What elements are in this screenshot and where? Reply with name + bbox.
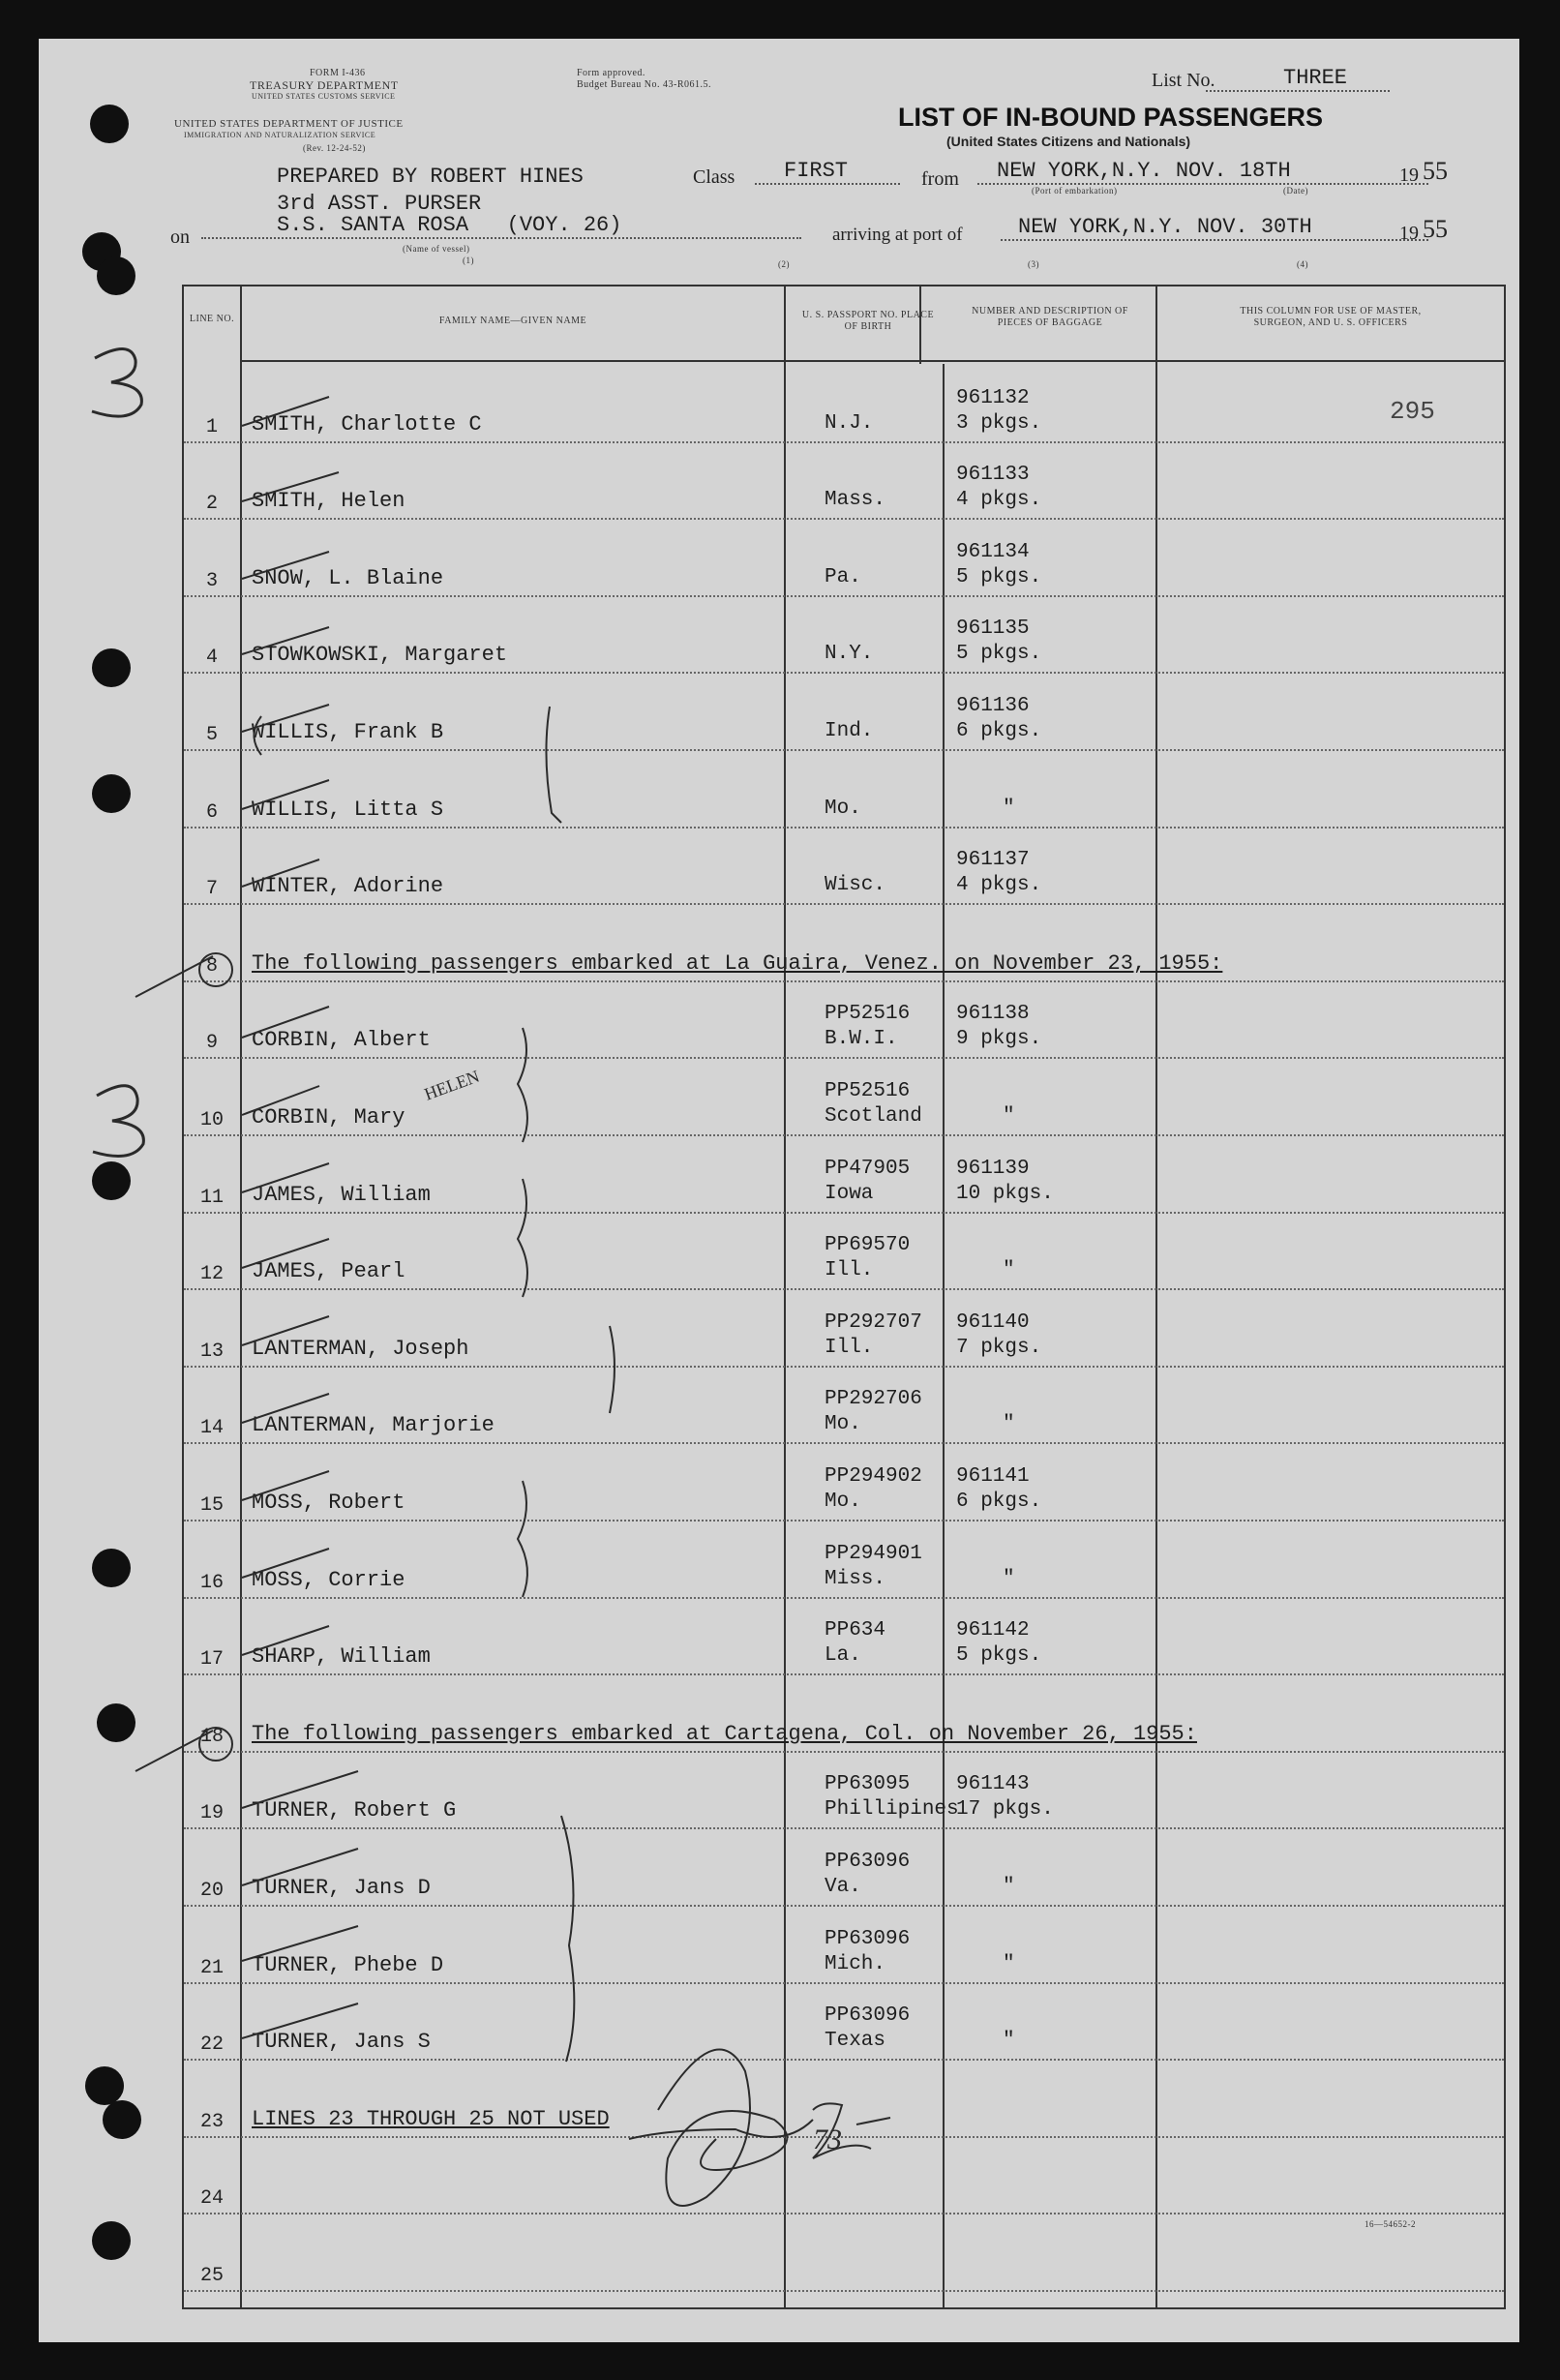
form-number: FORM I-436 <box>310 68 366 78</box>
passport-number: PP63096 <box>825 1927 911 1950</box>
place-of-birth: N.Y. <box>825 643 874 666</box>
baggage-description: 6 pkgs. <box>956 720 1042 742</box>
place-of-birth: Mass. <box>825 489 886 512</box>
line-number: 6 <box>205 800 218 824</box>
passport-number: PP292706 <box>825 1388 922 1411</box>
page-subtitle: (United States Citizens and Nationals) <box>946 134 1191 149</box>
line-number: 4 <box>205 647 218 670</box>
passenger-name: CORBIN, Mary <box>252 1105 405 1130</box>
line-number: 14 <box>199 1417 224 1440</box>
passport-number: PP63096 <box>825 2004 911 2028</box>
page-title: LIST OF IN-BOUND PASSENGERS <box>898 103 1324 132</box>
manifest-page <box>39 39 1519 2342</box>
list-no-label: List No. <box>1152 70 1215 91</box>
passenger-name: SNOW, L. Blaine <box>252 565 444 590</box>
baggage-number: 961138 <box>956 1003 1030 1026</box>
baggage-description: " <box>1003 1413 1015 1436</box>
passenger-name: JAMES, William <box>252 1182 431 1207</box>
section-note: LINES 23 THROUGH 25 NOT USED <box>252 2106 610 2131</box>
passenger-name: STOWKOWSKI, Margaret <box>252 643 508 668</box>
col-header-passport: U. S. PASSPORT NO. PLACE OF BIRTH <box>801 310 935 332</box>
line-number: 9 <box>205 1032 218 1055</box>
list-no-value: THREE <box>1206 66 1390 92</box>
baggage-description: 4 pkgs. <box>956 489 1042 512</box>
dept-justice: UNITED STATES DEPARTMENT OF JUSTICE <box>174 118 404 130</box>
baggage-description: " <box>1003 1567 1015 1590</box>
baggage-number: 961136 <box>956 695 1030 717</box>
passenger-name: TURNER, Jans S <box>252 2030 431 2055</box>
passenger-name: SMITH, Charlotte C <box>252 411 482 437</box>
place-of-birth: Texas <box>825 2030 886 2053</box>
dept-treasury-sub: UNITED STATES CUSTOMS SERVICE <box>252 92 396 101</box>
from-label: from <box>921 168 959 190</box>
passenger-name: WILLIS, Frank B <box>252 720 444 744</box>
passenger-name: MOSS, Robert <box>252 1491 405 1515</box>
class-value: FIRST <box>755 159 900 185</box>
port-caption: (Port of embarkation) <box>1032 186 1118 196</box>
line-number: 19 <box>199 1802 224 1825</box>
line-number: 21 <box>199 1956 224 1979</box>
baggage-number: 961143 <box>956 1773 1030 1796</box>
baggage-number: 961137 <box>956 849 1030 872</box>
line-number: 10 <box>199 1109 224 1131</box>
passport-number: PP294901 <box>825 1542 922 1565</box>
place-of-birth: Ind. <box>825 720 874 742</box>
initials: 73 <box>813 2124 842 2155</box>
place-of-birth: Mo. <box>825 1413 861 1436</box>
baggage-description: " <box>1003 2030 1015 2053</box>
line-number: 16 <box>199 1571 224 1594</box>
col2-caption: (2) <box>778 259 790 269</box>
baggage-number: 961134 <box>956 540 1030 563</box>
section-note: The following passengers embarked at La Guaira, Venez. on November 23, 1955: <box>252 950 1223 976</box>
baggage-description: 5 pkgs. <box>956 565 1042 588</box>
passenger-name: TURNER, Jans D <box>252 1876 431 1900</box>
vessel-name: S.S. SANTA ROSA (VOY. 26) <box>201 213 801 239</box>
class-label: Class <box>693 166 735 188</box>
passport-number: PP52516 <box>825 1080 911 1102</box>
passenger-name: MOSS, Corrie <box>252 1567 405 1592</box>
line-number: 13 <box>199 1340 224 1363</box>
place-of-birth: Pa. <box>825 565 861 588</box>
place-of-birth: Mich. <box>825 1952 886 1975</box>
prepared-by: PREPARED BY ROBERT HINES <box>277 165 584 189</box>
col-header-name: FAMILY NAME—GIVEN NAME <box>438 316 587 326</box>
baggage-description: 6 pkgs. <box>956 1491 1042 1513</box>
passenger-name: JAMES, Pearl <box>252 1259 405 1284</box>
passport-number: PP634 <box>825 1619 886 1642</box>
baggage-description: 17 pkgs. <box>956 1798 1054 1822</box>
baggage-description: " <box>1003 1259 1015 1282</box>
passenger-name: TURNER, Phebe D <box>252 1952 444 1977</box>
place-of-birth: B.W.I. <box>825 1028 898 1051</box>
baggage-description: " <box>1003 1876 1015 1898</box>
baggage-description: 9 pkgs. <box>956 1028 1042 1051</box>
line-number: 8 <box>205 954 218 978</box>
place-of-birth: Phillipines <box>825 1798 959 1822</box>
form-approved: Form approved. <box>577 68 645 78</box>
vessel-caption: (Name of vessel) <box>403 244 470 254</box>
baggage-number: 961133 <box>956 464 1030 487</box>
passenger-name: LANTERMAN, Marjorie <box>252 1413 495 1438</box>
line-number: 25 <box>199 2265 224 2287</box>
baggage-number: 961132 <box>956 386 1030 409</box>
budget-bureau: Budget Bureau No. 43-R061.5. <box>577 79 711 90</box>
line-number: 12 <box>199 1263 224 1286</box>
baggage-description: 7 pkgs. <box>956 1336 1042 1359</box>
place-of-birth: Mo. <box>825 1491 861 1513</box>
passport-number: PP292707 <box>825 1311 922 1334</box>
line-number: 23 <box>199 2110 224 2133</box>
line-number: 3 <box>205 569 218 592</box>
arr-year-prefix: 19 <box>1399 223 1419 244</box>
baggage-description: 5 pkgs. <box>956 1644 1042 1668</box>
baggage-number: 961142 <box>956 1619 1030 1642</box>
line-number: 24 <box>199 2187 224 2211</box>
col-header-officers: THIS COLUMN FOR USE OF MASTER, SURGEON, AND U. S. OFFICERS <box>1240 306 1422 328</box>
baggage-number: 961139 <box>956 1157 1030 1180</box>
line-number: 17 <box>199 1648 224 1672</box>
officer-notation: 295 <box>1390 396 1435 426</box>
prepared-role: 3rd ASST. PURSER <box>277 192 482 216</box>
passport-number: PP63095 <box>825 1773 911 1796</box>
baggage-description: " <box>1003 1952 1015 1975</box>
section-note: The following passengers embarked at Cartagena, Col. on November 26, 1955: <box>252 1721 1197 1746</box>
baggage-description: " <box>1003 797 1015 820</box>
from-year-prefix: 19 <box>1399 165 1419 186</box>
place-of-birth: Scotland <box>825 1105 922 1128</box>
line-number: 22 <box>199 2034 224 2057</box>
place-of-birth: N.J. <box>825 411 874 435</box>
col3-caption: (3) <box>1028 259 1039 269</box>
place-of-birth: Ill. <box>825 1259 874 1282</box>
line-number: 5 <box>205 724 218 746</box>
line-number: 15 <box>199 1494 224 1517</box>
line-number: 1 <box>205 415 218 438</box>
passenger-name: SHARP, William <box>252 1644 431 1670</box>
passenger-name: WINTER, Adorine <box>252 874 444 899</box>
handwriting-overlay-icon <box>39 39 1519 2342</box>
col4-caption: (4) <box>1297 259 1308 269</box>
arriving-label: arriving at port of <box>832 225 963 245</box>
baggage-description: 10 pkgs. <box>956 1182 1054 1205</box>
col-header-baggage: NUMBER AND DESCRIPTION OF PIECES OF BAGGAGE <box>972 306 1128 328</box>
line-number: 7 <box>205 878 218 901</box>
baggage-number: 961135 <box>956 618 1030 641</box>
place-of-birth: Va. <box>825 1876 861 1898</box>
line-number: 20 <box>199 1880 224 1902</box>
passport-number: PP47905 <box>825 1157 911 1180</box>
place-of-birth: Wisc. <box>825 874 886 897</box>
passport-number: PP69570 <box>825 1234 911 1257</box>
baggage-description: " <box>1003 1105 1015 1128</box>
from-value: NEW YORK,N.Y. NOV. 18TH <box>977 159 1428 185</box>
passenger-name: WILLIS, Litta S <box>252 797 444 822</box>
dept-treasury: TREASURY DEPARTMENT <box>250 78 399 92</box>
annotation-helen: HELEN <box>421 1066 483 1104</box>
line-number: 11 <box>199 1186 224 1209</box>
dept-justice-sub: IMMIGRATION AND NATURALIZATION SERVICE <box>184 131 376 139</box>
baggage-number: 961140 <box>956 1311 1030 1334</box>
place-of-birth: Iowa <box>825 1182 874 1205</box>
passenger-name: SMITH, Helen <box>252 489 405 514</box>
date-caption: (Date) <box>1283 186 1308 196</box>
passport-number: PP294902 <box>825 1465 922 1488</box>
print-code: 16—54652-2 <box>1365 2219 1416 2229</box>
passport-number: PP63096 <box>825 1851 911 1873</box>
place-of-birth: La. <box>825 1644 861 1668</box>
from-year: 55 <box>1423 157 1448 185</box>
revision: (Rev. 12-24-52) <box>303 143 366 153</box>
place-of-birth: Mo. <box>825 797 861 820</box>
on-label: on <box>170 226 190 248</box>
col-header-line-no: LINE NO. <box>189 314 235 324</box>
passenger-name: TURNER, Robert G <box>252 1798 457 1823</box>
passport-number: PP52516 <box>825 1003 911 1026</box>
col1-caption: (1) <box>463 256 474 265</box>
place-of-birth: Ill. <box>825 1336 874 1359</box>
passenger-name: CORBIN, Albert <box>252 1028 431 1053</box>
baggage-number: 961141 <box>956 1465 1030 1488</box>
place-of-birth: Miss. <box>825 1567 886 1590</box>
baggage-description: 5 pkgs. <box>956 643 1042 666</box>
line-number: 2 <box>205 493 218 516</box>
line-number: 18 <box>199 1725 224 1748</box>
arriving-value: NEW YORK,N.Y. NOV. 30TH <box>1001 215 1428 241</box>
baggage-description: 4 pkgs. <box>956 874 1042 897</box>
baggage-description: 3 pkgs. <box>956 411 1042 435</box>
arr-year: 55 <box>1423 215 1448 243</box>
passenger-name: LANTERMAN, Joseph <box>252 1336 469 1361</box>
